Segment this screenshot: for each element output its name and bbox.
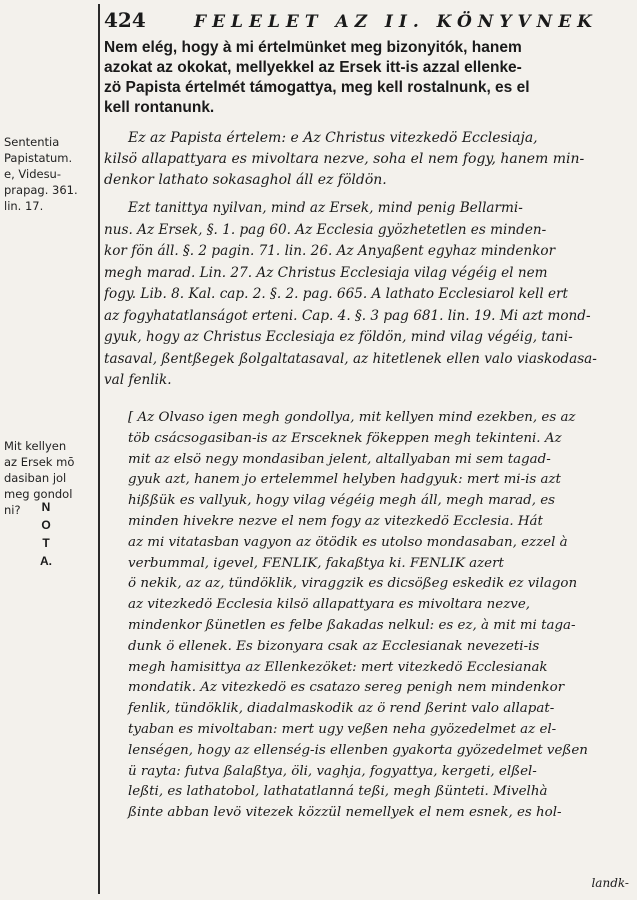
text-line: mindenkor ßünetlen es felbe ßakadas nelkul: es ez, à mit mi taga- [128,617,576,633]
text-line: Ez az Papista értelem: e Az Christus vitezkedö Ecclesiaja, [128,130,538,146]
margin-line: ni? [4,503,21,517]
catchword: landk- [591,876,629,890]
page-number: 424 [104,8,146,32]
text-line: ü rayta: futva ßalaßtya, öli, vaghja, fogyattya, kergeti, elßel- [128,763,537,779]
paragraph-teaching [104,198,628,392]
text-line: tyaban es mivoltaban: mert ugy veßen neha gyözedelmet az el- [128,721,557,737]
text-line: mondatik. Az vitezkedö es csatazo sereg penigh nem mindenkor [128,680,565,696]
margin-line: Mit kellyen [4,439,67,453]
text-line: Nem elég, hogy à mi értelmünket meg bizonyitók, hanem [104,39,522,56]
text-line: az vitezkedö Ecclesia kilsö allapattyara es mivoltara nezve, [128,597,531,613]
nota-mark [36,498,56,570]
margin-line: Papistatum. [4,151,73,165]
text-line: mit az elsö negy mondasiban jelent, altallyaban mi sem tagad- [128,451,551,467]
margin-note-sententia [4,134,96,214]
nota-letter: T [42,536,50,550]
text-line: azokat az okokat, mellyekkel az Ersek itt-is azzal ellenke- [104,59,522,76]
paragraph-papist-sense [104,128,628,191]
margin-line: az Ersek mō [4,455,75,469]
text-line: ßinte abban levö vitezek közzül nemellyek el nem esnek, es hol- [128,805,562,821]
text-line: kilsö allapattyara es mivoltara nezve, soha el nem fogy, hanem min- [104,151,585,167]
text-line: minden hivekre nezve el nem fogy az vitezkedö Ecclesia. Hát [128,513,543,529]
text-line: Ezt tanittya nyilvan, mind az Ersek, mind penig Bellarmi- [128,200,523,216]
paragraph-intro [104,38,628,118]
margin-line: Sententia [4,135,60,149]
margin-line: meg gondol [4,487,73,501]
text-line: leßti, es lathatobol, lathatatlanná teßi, megh ßünteti. Mivelhà [128,784,548,800]
text-line: verbummal, igevel, FENLIK, fakaßtya ki. FENLIK azert [128,555,504,571]
page-header [100,8,630,34]
text-line: zö Papista értelmét támogattya, meg kell rostalnunk, es el [104,79,530,96]
nota-letter: A. [40,554,52,568]
text-line: megh marad. Lin. 27. Az Christus Ecclesiaja vilag végéig el nem [104,264,548,281]
text-line: ö nekik, az az, tündöklik, viraggzik es dicsößeg eskedik ez vilagon [128,576,578,592]
nota-letter: O [41,518,51,532]
text-line: gyuk azt, hanem jo ertelemmel helyben hadgyuk: mert mi-is azt [128,472,561,488]
text-line: hißßük es vallyuk, hogy vilag végéig megh áll, megh marad, es [128,493,556,509]
text-line: nus. Az Ersek, §. 1. pag 60. Az Ecclesia gyözhetetlen es minden- [104,221,547,238]
text-line: megh hamisittya az Ellenkezöket: mert vitezkedö Ecclesianak [128,659,548,675]
margin-line: prapag. 361. [4,183,78,197]
text-line: kell rontanunk. [104,99,215,116]
text-line: az fogyhatatlanságot erteni. Cap. 4. §. 3 pag 681. lin. 19. Mi azt mond- [104,307,591,324]
nota-letter: N [41,500,51,514]
text-line: [ Az Olvaso igen megh gondollya, mit kellyen mind ezekben, es az [128,410,576,425]
paragraph-reader-note [104,408,628,824]
running-title: FELELET AZ II. KÖNYVNEK [194,12,598,32]
text-line: val fenlik. [104,372,172,388]
margin-line: lin. 17. [4,199,44,213]
text-line: fenlik, tündöklik, diadalmaskodik az ö rend ßerint valo allapat- [128,701,555,717]
text-line: töb csácsogasiban-is az Ersceknek fökeppen megh tekinteni. Az [128,430,562,446]
margin-line: e, Videsu- [4,167,62,181]
text-line: fogy. Lib. 8. Kal. cap. 2. §. 2. pag. 665. A lathato Ecclesiarol kell ert [104,286,569,302]
text-line: gyuk, hogy az Christus Ecclesiaja ez földön, mind vilag végéig, tani- [104,329,573,345]
margin-rule [98,4,100,894]
text-line: kor fön áll. §. 2 pagin. 71. lin. 26. Az Anyaßent egyhaz mindenkor [104,243,556,259]
margin-line: dasiban jol [4,471,67,485]
text-line: tasaval, ßentßegek ßolgaltatasaval, az hitetlenek ellen valo viaskodasa- [104,350,597,367]
text-line: dunk ö ellenek. Es bizonyara csak az Ecclesianak nevezeti-is [128,638,540,654]
text-line: az mi vitatasban vagyon az ötödik es utolso mondasaban, ezzel à [128,534,568,550]
text-line: denkor lathato sokasaghol áll ez földön. [104,172,387,188]
text-line: lenségen, hogy az ellenség-is ellenben gyakorta gyözedelmet veßen [128,742,588,758]
